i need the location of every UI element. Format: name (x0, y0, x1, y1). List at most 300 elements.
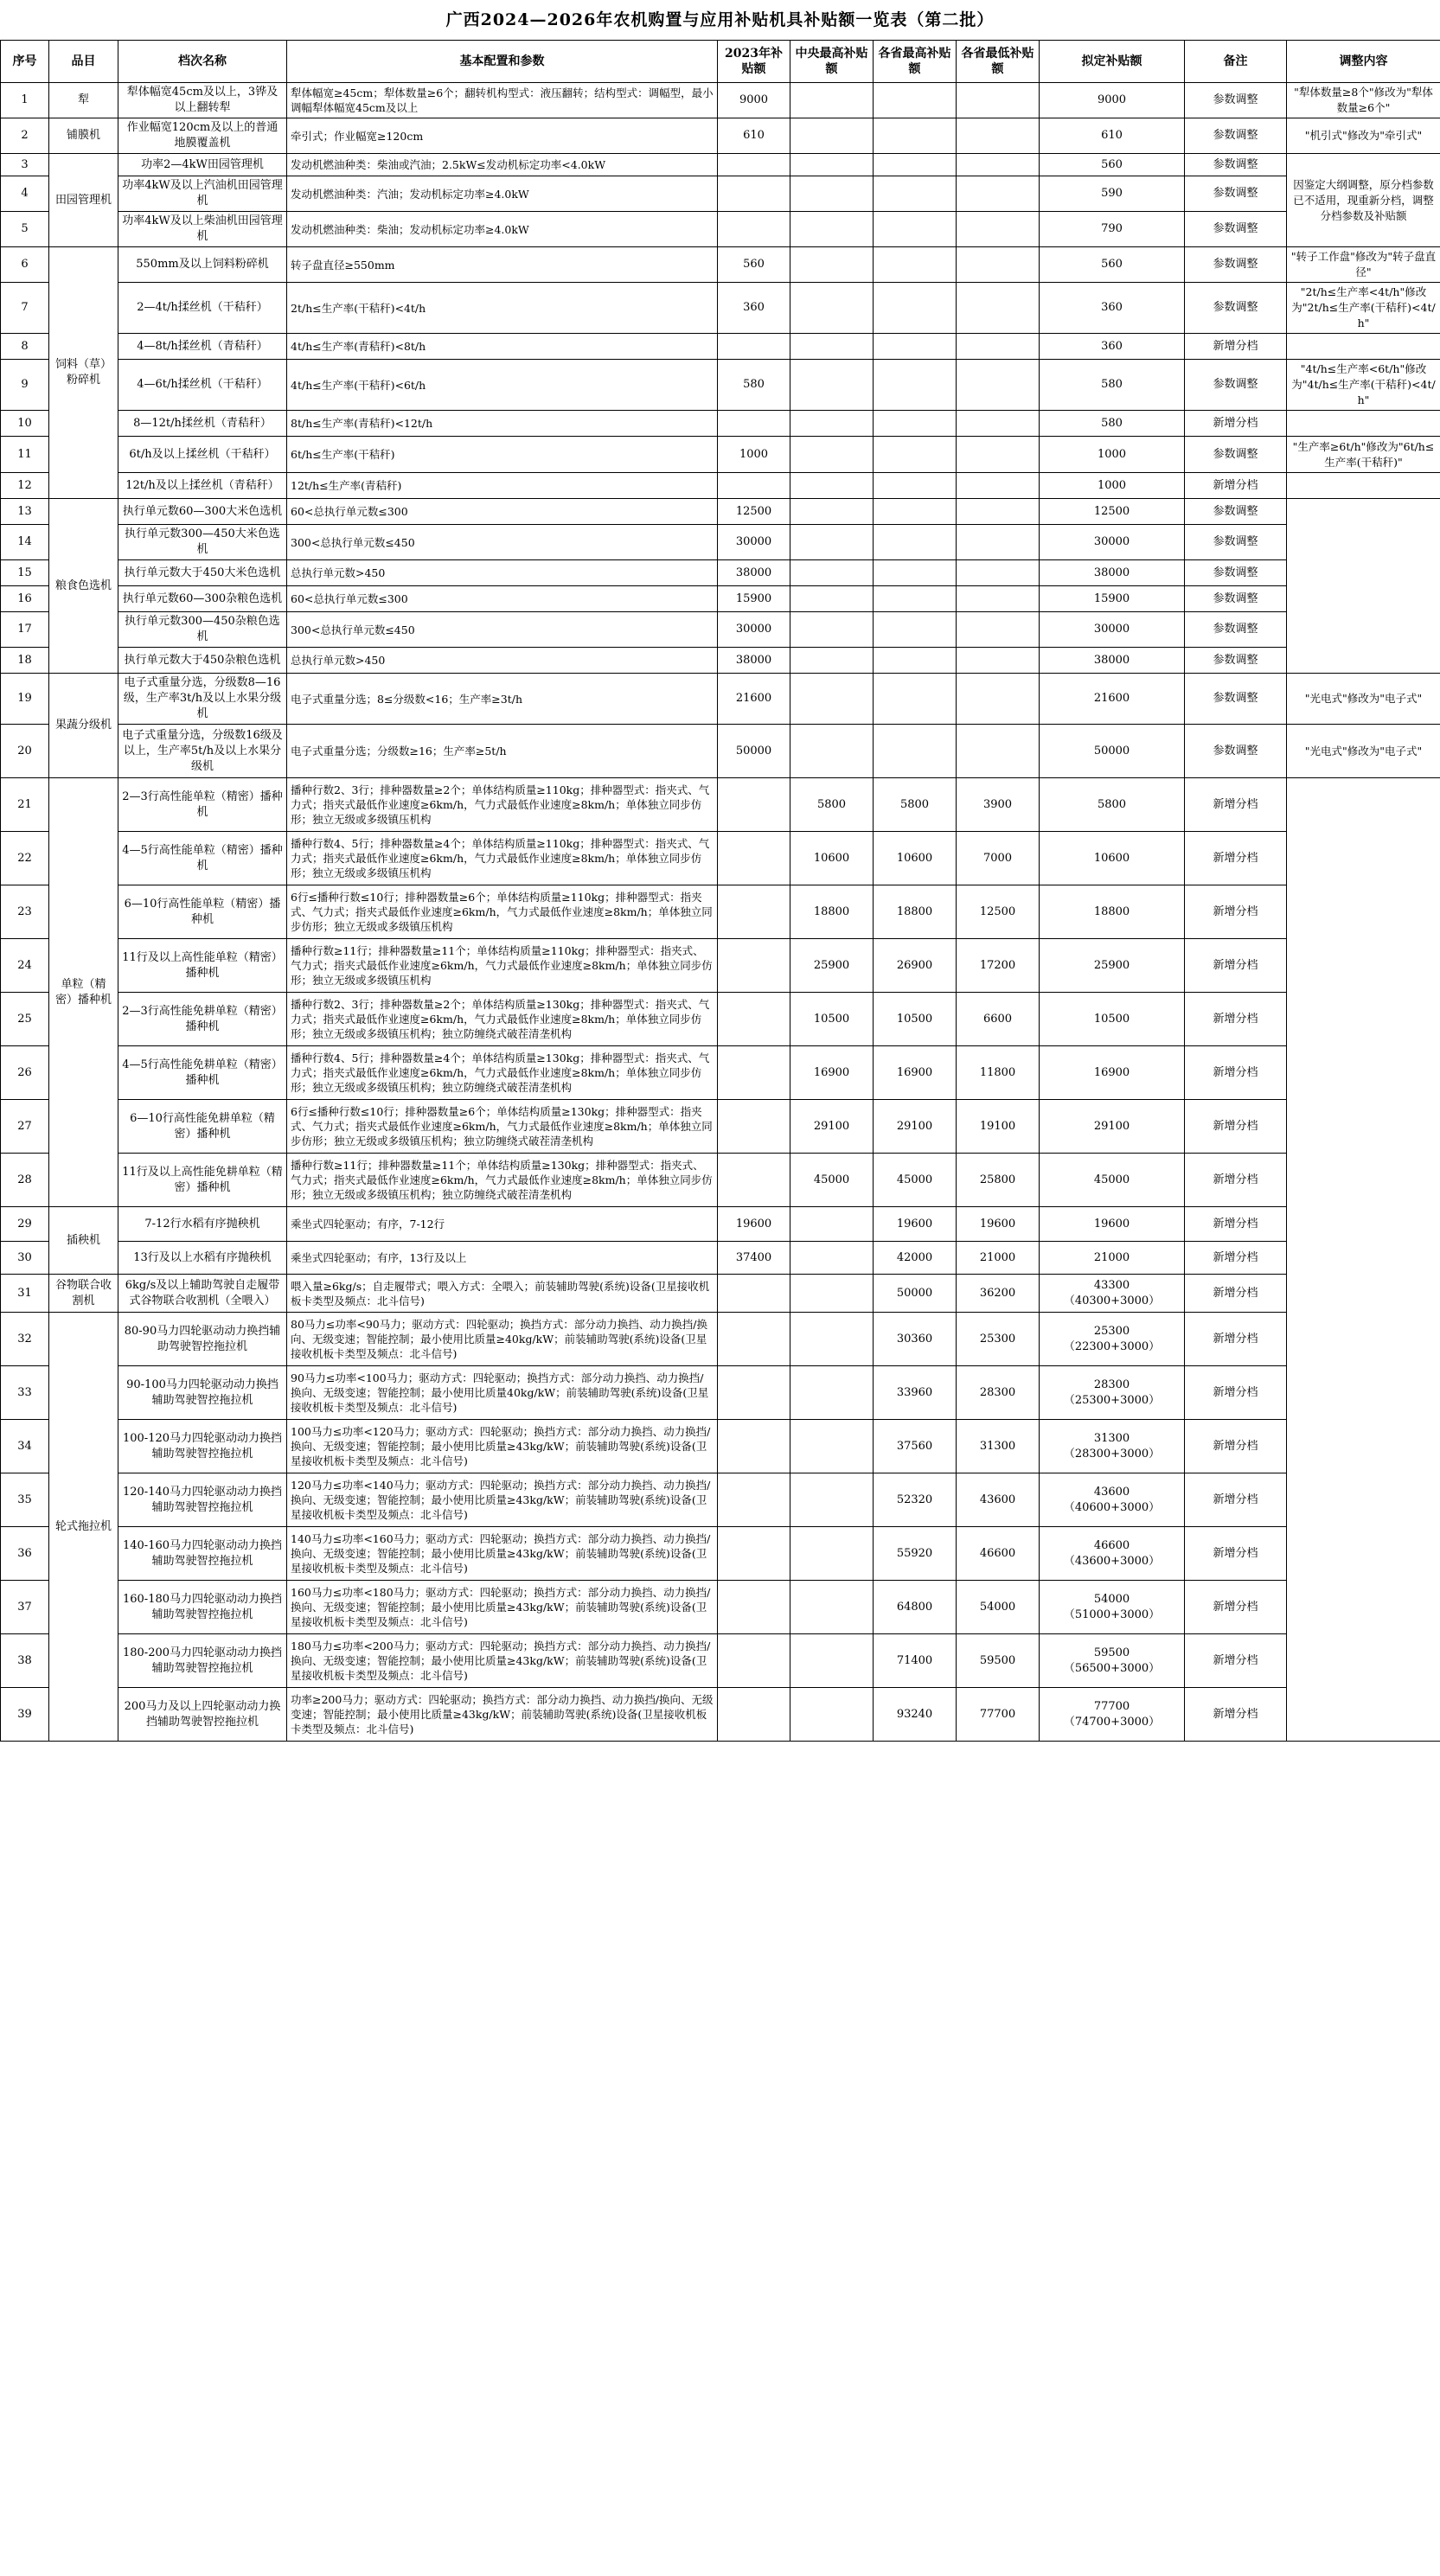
cell-no: 1 (1, 83, 49, 118)
cell-amount: 45000 (1040, 1154, 1185, 1207)
cell-param: 80马力≤功率<90马力；驱动方式：四轮驱动；换挡方式：部分动力换挡、动力换挡/换向、无级变速；智能控制；最小使用比质量≥40kg/kW；前装辅助驾驶(系统)设备(卫星接收机板卡类型及频点：北斗信号) (287, 1313, 718, 1366)
cell-central-max (790, 1634, 874, 1688)
cell-no: 14 (1, 525, 49, 560)
cell-remark: 参数调整 (1185, 176, 1287, 212)
cell-amount: 590 (1040, 176, 1185, 212)
cell-no: 12 (1, 473, 49, 499)
cell-province-max: 29100 (874, 1100, 957, 1154)
cell-name: 功率4kW及以上柴油机田园管理机 (118, 212, 287, 247)
cell-remark: 参数调整 (1185, 560, 1287, 586)
cell-province-min: 6600 (957, 993, 1040, 1046)
col-header-province-max: 各省最高补贴额 (874, 41, 957, 83)
cell-2023: 21600 (718, 674, 790, 725)
cell-province-max: 19600 (874, 1207, 957, 1242)
table-row (1, 473, 1440, 499)
cell-name: 犁体幅宽45cm及以上，3铧及以上翻转犁 (118, 83, 287, 118)
cell-name: 80-90马力四轮驱动动力换挡辅助驾驶智控拖拉机 (118, 1313, 287, 1366)
cell-2023 (718, 1473, 790, 1527)
cell-province-max: 93240 (874, 1688, 957, 1742)
cell-remark: 新增分档 (1185, 1154, 1287, 1207)
cell-province-min (957, 648, 1040, 674)
cell-name: 执行单元数300—450杂粮色选机 (118, 612, 287, 648)
cell-remark: 新增分档 (1185, 885, 1287, 939)
cell-adjust: "光电式"修改为"电子式" (1287, 725, 1440, 778)
cell-province-max: 10600 (874, 832, 957, 885)
cell-central-max (790, 1527, 874, 1581)
cell-province-min (957, 334, 1040, 360)
cell-province-min: 7000 (957, 832, 1040, 885)
cell-remark: 新增分档 (1185, 1207, 1287, 1242)
cell-name: 6t/h及以上揉丝机（干秸秆） (118, 437, 287, 473)
cell-amount: 43600 （40600+3000） (1040, 1473, 1185, 1527)
cell-amount: 16900 (1040, 1046, 1185, 1100)
table-row (1, 1154, 1440, 1207)
cell-province-min: 19600 (957, 1207, 1040, 1242)
cell-central-max (790, 437, 874, 473)
cell-param: 6行≤播种行数≤10行；排种器数量≥6个；单体结构质量≥110kg；排种器型式：指夹式、气力式；指夹式最低作业速度≥6km/h，气力式最低作业速度≥8km/h；单体独立同步仿形；独立无级或多级镇压机构 (287, 885, 718, 939)
cell-central-max (790, 1313, 874, 1366)
cell-province-min (957, 83, 1040, 118)
cell-province-min (957, 473, 1040, 499)
cell-amount: 610 (1040, 118, 1185, 154)
cell-province-max (874, 360, 957, 411)
cell-name: 140-160马力四轮驱动动力换挡辅助驾驶智控拖拉机 (118, 1527, 287, 1581)
cell-amount: 360 (1040, 334, 1185, 360)
cell-central-max (790, 360, 874, 411)
cell-no: 29 (1, 1207, 49, 1242)
cell-central-max (790, 1242, 874, 1275)
cell-param: 140马力≤功率<160马力；驱动方式：四轮驱动；换挡方式：部分动力换挡、动力换挡/换向、无级变速；智能控制；最小使用比质量≥43kg/kW；前装辅助驾驶(系统)设备(卫星接收机板卡类型及频点：北斗信号) (287, 1527, 718, 1581)
table-row (1, 1100, 1440, 1154)
cell-province-max (874, 499, 957, 525)
cell-amount: 18800 (1040, 885, 1185, 939)
cell-amount: 12500 (1040, 499, 1185, 525)
cell-2023 (718, 778, 790, 832)
cell-province-min: 17200 (957, 939, 1040, 993)
cell-remark: 参数调整 (1185, 247, 1287, 283)
cell-no: 30 (1, 1242, 49, 1275)
cell-param: 发动机燃油种类：柴油或汽油；2.5kW≤发动机标定功率<4.0kW (287, 154, 718, 176)
cell-province-min: 31300 (957, 1420, 1040, 1473)
cell-param: 牵引式；作业幅宽≥120cm (287, 118, 718, 154)
cell-2023 (718, 1046, 790, 1100)
col-header-param: 基本配置和参数 (287, 41, 718, 83)
table-row (1, 1275, 1440, 1313)
table-row (1, 612, 1440, 648)
cell-adjust: "犁体数量≥8个"修改为"犁体数量≥6个" (1287, 83, 1440, 118)
table-row (1, 1420, 1440, 1473)
cell-central-max (790, 499, 874, 525)
cell-name: 4—6t/h揉丝机（干秸秆） (118, 360, 287, 411)
cell-province-min: 11800 (957, 1046, 1040, 1100)
cell-central-max (790, 586, 874, 612)
cell-province-max (874, 334, 957, 360)
cell-province-min (957, 437, 1040, 473)
cell-province-min (957, 725, 1040, 778)
cell-province-max: 30360 (874, 1313, 957, 1366)
cell-province-max (874, 247, 957, 283)
cell-adjust (1287, 778, 1440, 1742)
cell-amount: 28300 （25300+3000） (1040, 1366, 1185, 1420)
cell-amount: 15900 (1040, 586, 1185, 612)
cell-remark: 新增分档 (1185, 411, 1287, 437)
cell-name: 4—8t/h揉丝机（青秸秆） (118, 334, 287, 360)
cell-province-max: 37560 (874, 1420, 957, 1473)
cell-2023 (718, 473, 790, 499)
cell-province-min: 21000 (957, 1242, 1040, 1275)
cell-central-max: 10500 (790, 993, 874, 1046)
cell-remark: 参数调整 (1185, 360, 1287, 411)
cell-province-min (957, 154, 1040, 176)
cell-amount: 5800 (1040, 778, 1185, 832)
table-row (1, 586, 1440, 612)
cell-2023 (718, 939, 790, 993)
cell-province-min (957, 118, 1040, 154)
col-header-central-max: 中央最高补贴额 (790, 41, 874, 83)
table-row (1, 525, 1440, 560)
cell-remark: 新增分档 (1185, 1366, 1287, 1420)
cell-item: 单粒（精密）播种机 (49, 778, 118, 1207)
cell-central-max (790, 334, 874, 360)
cell-no: 35 (1, 1473, 49, 1527)
cell-2023 (718, 176, 790, 212)
cell-remark: 参数调整 (1185, 648, 1287, 674)
table-row (1, 1207, 1440, 1242)
cell-no: 8 (1, 334, 49, 360)
cell-central-max (790, 247, 874, 283)
cell-param: 6行≤播种行数≤10行；排种器数量≥6个；单体结构质量≥130kg；排种器型式：指夹式、气力式；指夹式最低作业速度≥6km/h，气力式最低作业速度≥8km/h；单体独立同步仿形；独立无级或多级镇压机构；独立防缠绕式破茬清垄机构 (287, 1100, 718, 1154)
cell-param: 发动机燃油种类：柴油；发动机标定功率≥4.0kW (287, 212, 718, 247)
cell-2023: 360 (718, 283, 790, 334)
cell-central-max: 45000 (790, 1154, 874, 1207)
cell-remark: 新增分档 (1185, 1420, 1287, 1473)
cell-amount: 38000 (1040, 560, 1185, 586)
table-row (1, 411, 1440, 437)
cell-name: 执行单元数60—300杂粮色选机 (118, 586, 287, 612)
cell-item: 果蔬分级机 (49, 674, 118, 778)
cell-province-min (957, 283, 1040, 334)
cell-2023: 15900 (718, 586, 790, 612)
cell-no: 24 (1, 939, 49, 993)
cell-item: 铺膜机 (49, 118, 118, 154)
cell-province-max (874, 212, 957, 247)
cell-name: 作业幅宽120cm及以上的普通地膜覆盖机 (118, 118, 287, 154)
cell-2023 (718, 212, 790, 247)
cell-province-max: 64800 (874, 1581, 957, 1634)
cell-central-max (790, 118, 874, 154)
col-header-name: 档次名称 (118, 41, 287, 83)
table-row (1, 648, 1440, 674)
cell-amount: 38000 (1040, 648, 1185, 674)
cell-no: 9 (1, 360, 49, 411)
cell-param: 300<总执行单元数≤450 (287, 612, 718, 648)
cell-province-min (957, 612, 1040, 648)
cell-name: 4—5行高性能免耕单粒（精密）播种机 (118, 1046, 287, 1100)
cell-param: 喂入量≥6kg/s；自走履带式；喂入方式：全喂入；前装辅助驾驶(系统)设备(卫星接收机板卡类型及频点：北斗信号) (287, 1275, 718, 1313)
cell-amount: 580 (1040, 411, 1185, 437)
cell-2023 (718, 1154, 790, 1207)
cell-province-max: 18800 (874, 885, 957, 939)
cell-amount: 19600 (1040, 1207, 1185, 1242)
cell-central-max (790, 1275, 874, 1313)
cell-province-min: 25800 (957, 1154, 1040, 1207)
cell-param: 乘坐式四轮驱动；有序，7-12行 (287, 1207, 718, 1242)
col-header-item: 品目 (49, 41, 118, 83)
cell-central-max (790, 525, 874, 560)
cell-amount: 790 (1040, 212, 1185, 247)
table-row (1, 993, 1440, 1046)
cell-name: 7-12行水稻有序抛秧机 (118, 1207, 287, 1242)
cell-param: 电子式重量分选；8≤分级数<16；生产率≥3t/h (287, 674, 718, 725)
cell-central-max (790, 411, 874, 437)
table-row (1, 499, 1440, 525)
cell-province-max (874, 473, 957, 499)
cell-name: 功率4kW及以上汽油机田园管理机 (118, 176, 287, 212)
cell-param: 160马力≤功率<180马力；驱动方式：四轮驱动；换挡方式：部分动力换挡、动力换挡/换向、无级变速；智能控制；最小使用比质量≥43kg/kW；前装辅助驾驶(系统)设备(卫星接收机板卡类型及频点：北斗信号) (287, 1581, 718, 1634)
cell-amount: 50000 (1040, 725, 1185, 778)
cell-amount: 30000 (1040, 525, 1185, 560)
cell-province-min: 19100 (957, 1100, 1040, 1154)
cell-province-max (874, 176, 957, 212)
cell-province-max (874, 648, 957, 674)
cell-province-max: 71400 (874, 1634, 957, 1688)
cell-no: 27 (1, 1100, 49, 1154)
cell-adjust: "光电式"修改为"电子式" (1287, 674, 1440, 725)
cell-amount: 59500 （56500+3000） (1040, 1634, 1185, 1688)
cell-central-max (790, 560, 874, 586)
table-row (1, 437, 1440, 473)
cell-name: 功率2—4kW田园管理机 (118, 154, 287, 176)
cell-param: 120马力≤功率<140马力；驱动方式：四轮驱动；换挡方式：部分动力换挡、动力换挡/换向、无级变速；智能控制；最小使用比质量≥43kg/kW；前装辅助驾驶(系统)设备(卫星接收机板卡类型及频点：北斗信号) (287, 1473, 718, 1527)
cell-2023 (718, 1275, 790, 1313)
table-row (1, 560, 1440, 586)
table-row (1, 176, 1440, 212)
table-row (1, 154, 1440, 176)
cell-central-max: 25900 (790, 939, 874, 993)
cell-2023 (718, 1688, 790, 1742)
table-row (1, 1634, 1440, 1688)
cell-no: 17 (1, 612, 49, 648)
table-row (1, 1473, 1440, 1527)
cell-no: 38 (1, 1634, 49, 1688)
table-row (1, 1242, 1440, 1275)
cell-no: 11 (1, 437, 49, 473)
cell-province-min (957, 247, 1040, 283)
cell-2023: 38000 (718, 648, 790, 674)
cell-province-max (874, 118, 957, 154)
cell-remark: 参数调整 (1185, 725, 1287, 778)
cell-no: 37 (1, 1581, 49, 1634)
cell-remark: 新增分档 (1185, 1313, 1287, 1366)
cell-remark: 新增分档 (1185, 1581, 1287, 1634)
table-row (1, 778, 1440, 832)
cell-remark: 参数调整 (1185, 283, 1287, 334)
table-header-row (1, 41, 1440, 83)
cell-param: 播种行数≥11行；排种器数量≥11个；单体结构质量≥130kg；排种器型式：指夹式、气力式；指夹式最低作业速度≥6km/h，气力式最低作业速度≥8km/h；单体独立同步仿形；独立无级或多级镇压机构；独立防缠绕式破茬清垄机构 (287, 1154, 718, 1207)
cell-2023: 580 (718, 360, 790, 411)
cell-name: 160-180马力四轮驱动动力换挡辅助驾驶智控拖拉机 (118, 1581, 287, 1634)
cell-param: 转子盘直径≥550mm (287, 247, 718, 283)
cell-param: 6t/h≤生产率(干秸秆) (287, 437, 718, 473)
cell-central-max (790, 1688, 874, 1742)
cell-name: 执行单元数大于450大米色选机 (118, 560, 287, 586)
cell-remark: 新增分档 (1185, 1527, 1287, 1581)
cell-remark: 新增分档 (1185, 993, 1287, 1046)
cell-province-min: 12500 (957, 885, 1040, 939)
cell-name: 11行及以上高性能单粒（精密）播种机 (118, 939, 287, 993)
cell-province-min: 3900 (957, 778, 1040, 832)
cell-province-max (874, 725, 957, 778)
table-row (1, 283, 1440, 334)
cell-central-max (790, 1581, 874, 1634)
cell-province-max (874, 437, 957, 473)
cell-province-min (957, 525, 1040, 560)
cell-amount: 9000 (1040, 83, 1185, 118)
table-row (1, 939, 1440, 993)
cell-param: 播种行数4、5行；排种器数量≥4个；单体结构质量≥110kg；排种器型式：指夹式、气力式；指夹式最低作业速度≥6km/h，气力式最低作业速度≥8km/h；单体独立同步仿形；独立无级或多级镇压机构 (287, 832, 718, 885)
cell-province-min: 46600 (957, 1527, 1040, 1581)
cell-name: 电子式重量分选，分级数8—16级，生产率3t/h及以上水果分级机 (118, 674, 287, 725)
cell-2023 (718, 1420, 790, 1473)
cell-adjust: "4t/h≤生产率<6t/h"修改为"4t/h≤生产率(干秸秆)<4t/h" (1287, 360, 1440, 411)
table-row (1, 247, 1440, 283)
table-body (1, 83, 1440, 1742)
cell-name: 120-140马力四轮驱动动力换挡辅助驾驶智控拖拉机 (118, 1473, 287, 1527)
cell-no: 31 (1, 1275, 49, 1313)
cell-param: 播种行数2、3行；排种器数量≥2个；单体结构质量≥130kg；排种器型式：指夹式、气力式；指夹式最低作业速度≥6km/h，气力式最低作业速度≥8km/h；单体独立同步仿形；独立无级或多级镇压机构；独立防缠绕式破茬清垄机构 (287, 993, 718, 1046)
cell-param: 90马力≤功率<100马力；驱动方式：四轮驱动；换挡方式：部分动力换挡、动力换挡/换向、无级变速；智能控制；最小使用比质量40kg/kW；前装辅助驾驶(系统)设备(卫星接收机板卡类型及频点：北斗信号) (287, 1366, 718, 1420)
cell-no: 4 (1, 176, 49, 212)
cell-province-max: 52320 (874, 1473, 957, 1527)
cell-remark: 参数调整 (1185, 118, 1287, 154)
cell-central-max: 29100 (790, 1100, 874, 1154)
table-row (1, 118, 1440, 154)
cell-param: 8t/h≤生产率(青秸秆)<12t/h (287, 411, 718, 437)
cell-province-min (957, 674, 1040, 725)
table-row (1, 674, 1440, 725)
col-header-no: 序号 (1, 41, 49, 83)
cell-central-max (790, 648, 874, 674)
cell-remark: 参数调整 (1185, 499, 1287, 525)
cell-central-max (790, 83, 874, 118)
cell-province-max (874, 674, 957, 725)
cell-remark: 新增分档 (1185, 1242, 1287, 1275)
table-row (1, 334, 1440, 360)
cell-remark: 新增分档 (1185, 1275, 1287, 1313)
table-row (1, 1688, 1440, 1742)
cell-name: 11行及以上高性能免耕单粒（精密）播种机 (118, 1154, 287, 1207)
cell-name: 6kg/s及以上辅助驾驶自走履带式谷物联合收割机（全喂入） (118, 1275, 287, 1313)
cell-name: 2—3行高性能单粒（精密）播种机 (118, 778, 287, 832)
cell-amount: 21000 (1040, 1242, 1185, 1275)
cell-name: 电子式重量分选，分级数16级及以上，生产率5t/h及以上水果分级机 (118, 725, 287, 778)
cell-province-min: 77700 (957, 1688, 1040, 1742)
table-row (1, 1527, 1440, 1581)
col-header-2023: 2023年补贴额 (718, 41, 790, 83)
cell-province-min: 36200 (957, 1275, 1040, 1313)
table-row (1, 83, 1440, 118)
cell-no: 22 (1, 832, 49, 885)
cell-province-min (957, 212, 1040, 247)
cell-amount: 25900 (1040, 939, 1185, 993)
cell-remark: 参数调整 (1185, 586, 1287, 612)
cell-name: 550mm及以上饲料粉碎机 (118, 247, 287, 283)
cell-amount: 30000 (1040, 612, 1185, 648)
cell-remark: 新增分档 (1185, 1473, 1287, 1527)
cell-amount: 1000 (1040, 473, 1185, 499)
cell-param: 4t/h≤生产率(青秸秆)<8t/h (287, 334, 718, 360)
col-header-adjust: 调整内容 (1287, 41, 1440, 83)
cell-name: 4—5行高性能单粒（精密）播种机 (118, 832, 287, 885)
cell-2023 (718, 993, 790, 1046)
cell-param: 发动机燃油种类：汽油；发动机标定功率≥4.0kW (287, 176, 718, 212)
cell-item: 谷物联合收割机 (49, 1275, 118, 1313)
cell-province-max: 33960 (874, 1366, 957, 1420)
cell-adjust: 因鉴定大纲调整，原分档参数已不适用，现重新分档，调整分档参数及补贴额 (1287, 154, 1440, 247)
cell-province-max (874, 586, 957, 612)
cell-amount: 54000 （51000+3000） (1040, 1581, 1185, 1634)
table-row (1, 212, 1440, 247)
col-header-amount: 拟定补贴额 (1040, 41, 1185, 83)
cell-no: 13 (1, 499, 49, 525)
cell-remark: 新增分档 (1185, 778, 1287, 832)
col-header-province-min: 各省最低补贴额 (957, 41, 1040, 83)
cell-province-max: 42000 (874, 1242, 957, 1275)
cell-central-max (790, 283, 874, 334)
cell-2023 (718, 1313, 790, 1366)
cell-name: 执行单元数60—300大米色选机 (118, 499, 287, 525)
cell-no: 18 (1, 648, 49, 674)
cell-adjust (1287, 411, 1440, 437)
cell-2023: 1000 (718, 437, 790, 473)
cell-central-max: 5800 (790, 778, 874, 832)
cell-2023 (718, 1100, 790, 1154)
cell-2023: 19600 (718, 1207, 790, 1242)
cell-param: 总执行单元数>450 (287, 560, 718, 586)
cell-province-min: 28300 (957, 1366, 1040, 1420)
cell-central-max: 10600 (790, 832, 874, 885)
cell-2023 (718, 832, 790, 885)
cell-remark: 参数调整 (1185, 674, 1287, 725)
cell-no: 20 (1, 725, 49, 778)
col-header-remark: 备注 (1185, 41, 1287, 83)
cell-name: 执行单元数大于450杂粮色选机 (118, 648, 287, 674)
cell-adjust: "转子工作盘"修改为"转子盘直径" (1287, 247, 1440, 283)
table-row (1, 1313, 1440, 1366)
cell-central-max (790, 674, 874, 725)
cell-name: 6—10行高性能单粒（精密）播种机 (118, 885, 287, 939)
cell-amount: 25300 （22300+3000） (1040, 1313, 1185, 1366)
cell-no: 7 (1, 283, 49, 334)
cell-no: 6 (1, 247, 49, 283)
cell-name: 12t/h及以上揉丝机（青秸秆） (118, 473, 287, 499)
cell-no: 23 (1, 885, 49, 939)
subsidy-table (0, 40, 1440, 1742)
page-title: 广西2024—2026年农机购置与应用补贴机具补贴额一览表（第二批） (445, 10, 995, 29)
cell-amount: 46600 （43600+3000） (1040, 1527, 1185, 1581)
cell-remark: 新增分档 (1185, 334, 1287, 360)
cell-adjust: "机引式"修改为"牵引式" (1287, 118, 1440, 154)
cell-param: 100马力≤功率<120马力；驱动方式：四轮驱动；换挡方式：部分动力换挡、动力换挡/换向、无级变速；智能控制；最小使用比质量≥43kg/kW；前装辅助驾驶(系统)设备(卫星接收机板卡类型及频点：北斗信号) (287, 1420, 718, 1473)
cell-no: 33 (1, 1366, 49, 1420)
cell-param: 4t/h≤生产率(干秸秆)<6t/h (287, 360, 718, 411)
cell-province-min (957, 176, 1040, 212)
cell-2023 (718, 1634, 790, 1688)
cell-no: 34 (1, 1420, 49, 1473)
cell-no: 36 (1, 1527, 49, 1581)
cell-province-min (957, 360, 1040, 411)
cell-remark: 参数调整 (1185, 612, 1287, 648)
